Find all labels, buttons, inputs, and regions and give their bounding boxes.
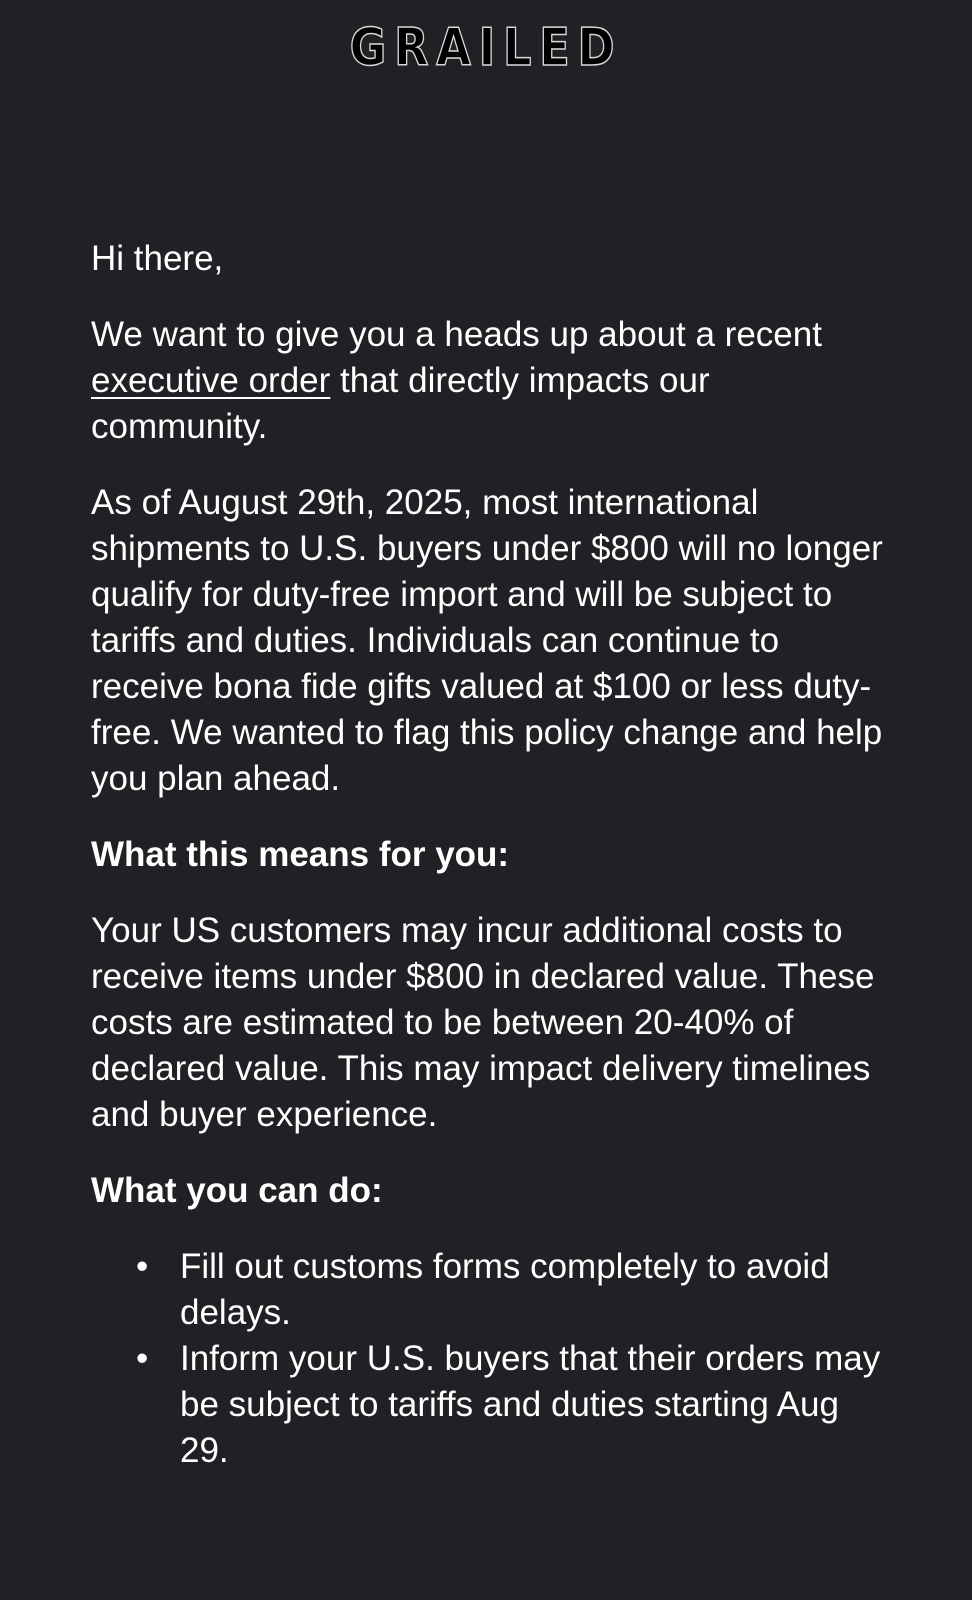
executive-order-link[interactable]: executive order bbox=[91, 361, 331, 400]
means-heading: What this means for you: bbox=[91, 835, 510, 874]
email-body bbox=[91, 236, 891, 1474]
grailed-logo: GRAILED bbox=[349, 18, 623, 78]
means-paragraph: Your US customers may incur additional costs to receive items under $800 in declared value. These costs are estimated to be between 20-40% of declared value. This may impact delivery timelines and buyer experience. bbox=[91, 911, 875, 1134]
greeting: Hi there, bbox=[91, 239, 224, 278]
bullet-icon: • bbox=[136, 1247, 149, 1286]
list-item-text: Inform your U.S. buyers that their orders may be subject to tariffs and duties starting Aug 29. bbox=[180, 1339, 881, 1470]
actions-heading: What you can do: bbox=[91, 1171, 383, 1210]
intro-text-before: We want to give you a heads up about a recent bbox=[91, 315, 822, 354]
list-item bbox=[136, 1244, 891, 1336]
actions-list bbox=[91, 1244, 891, 1474]
intro-text-after: that directly impacts our community. bbox=[91, 361, 710, 446]
list-item bbox=[136, 1336, 891, 1474]
intro-paragraph bbox=[91, 312, 891, 450]
list-item-text: Fill out customs forms completely to avoid delays. bbox=[180, 1247, 830, 1332]
policy-paragraph: As of August 29th, 2025, most international shipments to U.S. buyers under $800 will no longer qualify for duty-free import and will be subject to tariffs and duties. Individuals can continue to receive bona fide gifts valued at $100 or less duty-free. We wanted to flag this policy change and help you plan ahead. bbox=[91, 483, 883, 798]
bullet-icon: • bbox=[136, 1339, 149, 1378]
